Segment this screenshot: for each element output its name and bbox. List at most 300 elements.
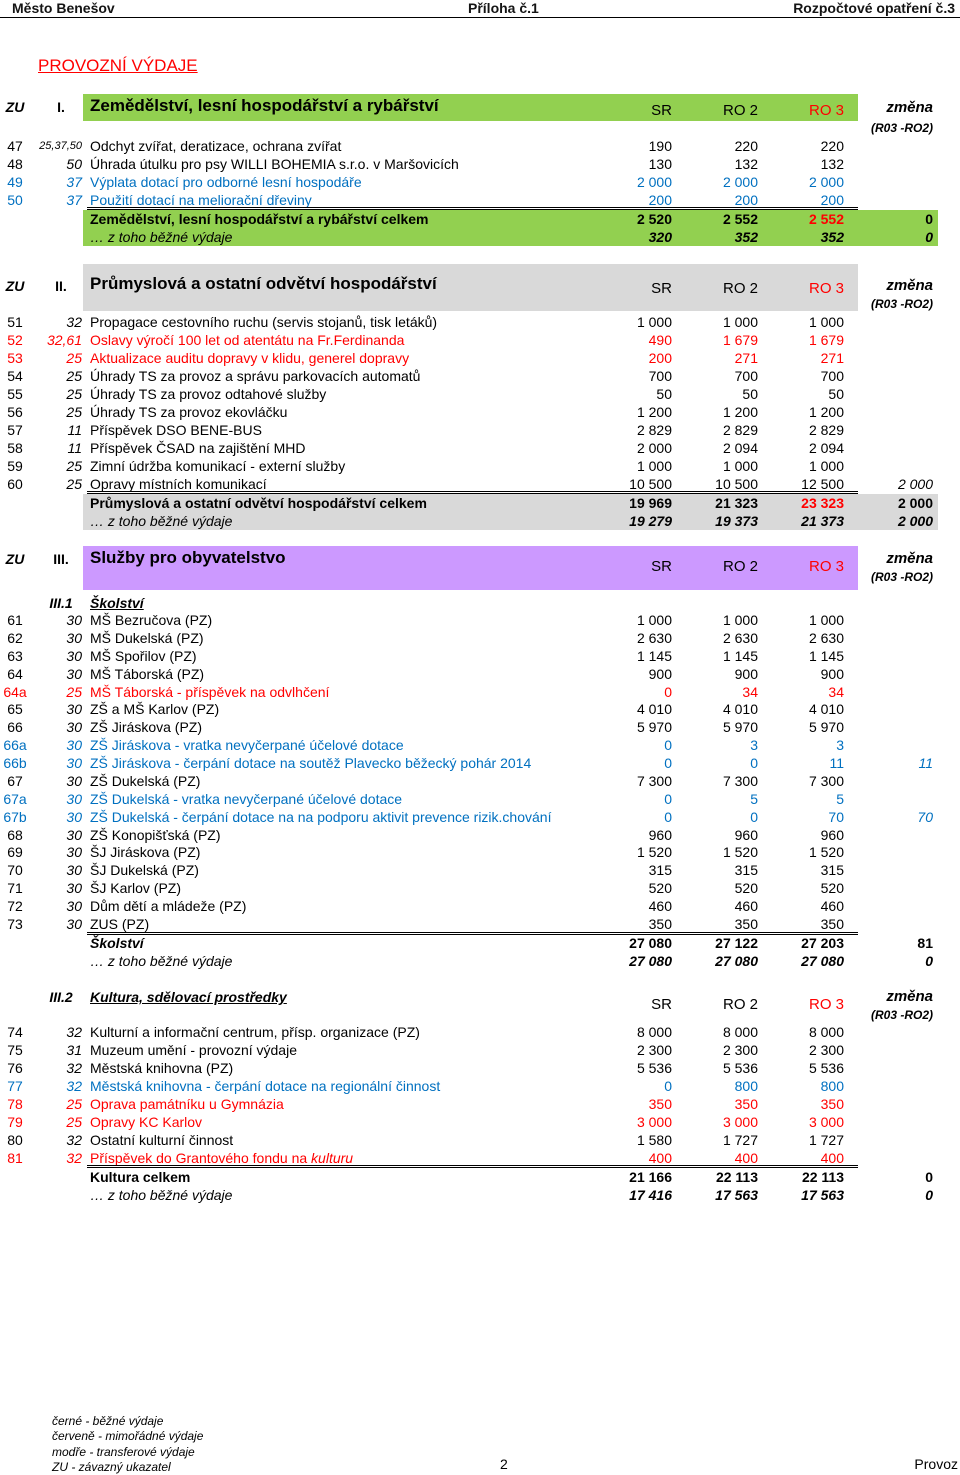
item-description [90, 173, 575, 191]
paragraph-code: 30 [66, 844, 82, 861]
paragraph-code: 32 [66, 1132, 82, 1148]
item-description [90, 1041, 575, 1059]
section-3 [0, 546, 960, 594]
sr-value: 8 000 [636, 1024, 672, 1040]
row-number: 68 [7, 826, 23, 843]
section-1 [0, 94, 960, 246]
legend-item-black: černé - běžné výdaje [52, 1414, 164, 1428]
item-description [90, 809, 575, 827]
section-title: Průmyslová a ostatní odvětví hospodářství [90, 274, 437, 293]
zu-label: ZU [5, 99, 25, 115]
item-description-text: Úhrady TS za provoz ekovláčku [90, 404, 288, 420]
paragraph-code: 30 [66, 612, 82, 628]
budget-row [0, 155, 960, 173]
ro3-value: 2 000 [808, 174, 844, 190]
paragraph-code: 30 [66, 772, 82, 789]
row-number: 67b [3, 808, 27, 825]
paragraph-code: 25 [66, 386, 82, 402]
budget-row [0, 1095, 960, 1113]
item-description-text: Oslavy výročí 100 let od atentátu na Fr.Ferdinanda [90, 332, 405, 348]
row-number: 67 [7, 772, 23, 789]
paragraph-code: 32 [66, 1150, 82, 1166]
sr-value: 350 [648, 1096, 672, 1112]
column-header-ro2: RO 2 [722, 996, 758, 1013]
ro3-value: 220 [820, 138, 844, 154]
ro2-value: 520 [734, 880, 758, 897]
sr-value: 0 [664, 737, 672, 754]
budget-row [0, 1023, 960, 1041]
column-header-change: změna [886, 99, 933, 116]
item-description [90, 773, 575, 791]
section-header [0, 94, 960, 137]
column-header-ro2: RO 2 [722, 558, 758, 575]
ro3-value: 2 630 [808, 629, 844, 646]
item-description-text: ŠJ Karlov (PZ) [90, 880, 182, 897]
ro2-value: 10 500 [715, 476, 758, 492]
ro3-value: 5 536 [808, 1060, 844, 1076]
row-number: 64a [3, 683, 27, 700]
budget-row [0, 349, 960, 367]
sr-value: 0 [664, 683, 672, 700]
sr-value: 200 [648, 350, 672, 366]
ro3-value: 3 [836, 737, 844, 754]
column-header-ro2: RO 2 [722, 280, 758, 297]
budget-row [0, 1113, 960, 1131]
column-header-ro3: RO 3 [808, 996, 844, 1013]
footer-label: Provoz [914, 1456, 958, 1472]
subsection-header [0, 594, 960, 612]
sr-value: 5 536 [636, 1060, 672, 1076]
ro3-value: 2 300 [808, 1042, 844, 1058]
change-value: 0 [925, 211, 933, 227]
column-header-change: změna [886, 277, 933, 294]
ro3-value: 5 [836, 790, 844, 807]
item-description [90, 898, 575, 916]
item-description-text: Muzeum umění - provozní výdaje [90, 1042, 297, 1058]
ro2-value: 34 [742, 683, 758, 700]
budget-row [0, 331, 960, 349]
ro2-value: 460 [734, 898, 758, 914]
ro2-value: 220 [734, 138, 758, 154]
budget-row [0, 809, 960, 827]
row-number: 65 [7, 701, 23, 718]
attachment-label: Příloha č.1 [468, 0, 539, 16]
row-number: 53 [7, 350, 23, 366]
item-description-text: MŠ Bezručova (PZ) [90, 612, 213, 628]
budget-row [0, 773, 960, 791]
paragraph-code: 30 [66, 915, 82, 932]
ro2-value: 800 [734, 1078, 758, 1094]
sr-value: 50 [656, 386, 672, 402]
ro3-value: 70 [828, 808, 844, 825]
section-header [0, 264, 960, 313]
column-header-sr: SR [651, 996, 672, 1013]
column-header-sr: SR [651, 280, 672, 297]
ro3-value: 1 000 [808, 314, 844, 330]
subsection-code: III.1 [49, 595, 73, 611]
ro3-value: 12 500 [801, 476, 844, 492]
subsection-3-2 [0, 980, 960, 1204]
current-expenses-row [0, 953, 960, 971]
paragraph-code: 11 [67, 422, 82, 438]
column-header-change-note: (R03 -RO2) [870, 570, 933, 584]
ro3-value: 132 [820, 156, 844, 172]
item-description-text: Příspěvek DSO BENE-BUS [90, 422, 262, 438]
total-row [0, 1168, 960, 1186]
ro3-value: 1 200 [808, 404, 844, 420]
budget-row [0, 403, 960, 421]
ro3-value: 11 [829, 755, 844, 771]
row-number: 81 [7, 1150, 23, 1166]
item-description-emphasis: kulturu [311, 1150, 354, 1166]
item-description-text: ZŠ Jiráskova - čerpání dotace na soutěž Plavecko běžecký pohár 2014 [90, 755, 532, 771]
budget-row [0, 755, 960, 773]
budget-row [0, 137, 960, 155]
sr-value: 1 000 [636, 612, 672, 628]
ro2-value: 2 552 [722, 211, 758, 227]
paragraph-code: 32 [66, 1060, 82, 1076]
column-header-ro3: RO 3 [808, 102, 844, 119]
item-description-text: Dům dětí a mládeže (PZ) [90, 898, 247, 914]
paragraph-code: 25 [66, 368, 82, 384]
row-number: 50 [7, 192, 23, 208]
row-number: 73 [7, 915, 23, 932]
current-expenses-row [0, 228, 960, 246]
row-number: 66a [3, 737, 27, 754]
item-description-text: Oprava památníku u Gymnázia [90, 1096, 284, 1112]
subsection-header [0, 980, 960, 1023]
color-legend [52, 1414, 203, 1475]
row-number: 64 [7, 665, 23, 682]
sr-value: 3 000 [636, 1114, 672, 1130]
budget-row [0, 612, 960, 630]
item-description-text: Výplata dotací pro odborné lesní hospodáře [90, 174, 362, 190]
sr-value: 520 [648, 880, 672, 897]
sr-value: 320 [648, 229, 672, 245]
item-description [90, 1131, 575, 1149]
total-row-label: Zemědělství, lesní hospodářství a rybářství celkem [90, 211, 429, 227]
ro3-value: 50 [828, 386, 844, 402]
sr-value: 1 000 [636, 458, 672, 474]
total-row-label: Kultura celkem [90, 1169, 191, 1185]
paragraph-code: 30 [66, 665, 82, 682]
budget-measure-title: Rozpočtové opatření č.3 [793, 0, 955, 16]
current-expenses-row [0, 1186, 960, 1204]
row-number: 78 [7, 1096, 23, 1112]
item-description-text: Použití dotací na meliorační dřeviny [90, 192, 312, 208]
ro3-value: 352 [820, 229, 844, 245]
ro2-value: 8 000 [722, 1024, 758, 1040]
change-value: 2 000 [897, 476, 933, 492]
sr-value: 27 080 [629, 952, 672, 969]
ro2-value: 17 563 [715, 1187, 758, 1203]
item-description-text: Úhrady TS za provoz a správu parkovacích automatů [90, 368, 421, 384]
paragraph-code: 32,61 [46, 332, 82, 348]
column-header-ro3: RO 3 [808, 558, 844, 575]
item-description [90, 648, 575, 666]
item-description [90, 684, 575, 702]
ro2-value: 22 113 [715, 1169, 758, 1185]
sr-value: 350 [648, 915, 672, 932]
row-number: 69 [7, 844, 23, 861]
item-description [90, 439, 575, 457]
ro2-value: 5 970 [722, 719, 758, 736]
change-value: 0 [925, 1169, 933, 1185]
sr-value: 5 970 [636, 719, 672, 736]
paragraph-code: 25 [66, 1114, 82, 1130]
ro3-value: 271 [820, 350, 844, 366]
item-description [90, 457, 575, 475]
paragraph-code: 30 [66, 880, 82, 897]
column-header-change: změna [886, 550, 933, 567]
paragraph-code: 30 [66, 862, 82, 879]
paragraph-code: 30 [66, 701, 82, 718]
row-number: 63 [7, 647, 23, 664]
sr-value: 4 010 [636, 701, 672, 718]
section-number: III. [53, 551, 69, 567]
item-description [90, 880, 575, 898]
budget-row [0, 1059, 960, 1077]
item-description-text: Propagace cestovního ruchu (servis stojanů, tisk letáků) [90, 314, 438, 330]
ro2-value: 19 373 [715, 513, 758, 529]
ro2-value: 7 300 [722, 772, 758, 789]
sr-value: 200 [648, 192, 672, 208]
sr-value: 700 [648, 368, 672, 384]
item-description [90, 421, 575, 439]
row-number: 66 [7, 719, 23, 736]
item-description-text: Odchyt zvířat, deratizace, ochrana zvířat [90, 138, 342, 154]
ro3-value: 2 094 [808, 440, 844, 456]
ro2-value: 3 000 [722, 1114, 758, 1130]
current-expenses-row-label: … z toho běžné výdaje [90, 229, 233, 245]
zu-label: ZU [5, 551, 25, 567]
row-number: 52 [7, 332, 23, 348]
paragraph-code: 25 [66, 683, 82, 700]
item-description [90, 612, 575, 630]
total-block [0, 210, 960, 246]
budget-row [0, 367, 960, 385]
ro2-value: 352 [734, 229, 758, 245]
row-number: 76 [7, 1060, 23, 1076]
total-row [0, 494, 960, 512]
total-row [0, 210, 960, 228]
sr-value: 490 [648, 332, 672, 348]
item-description-text: ZŠ a MŠ Karlov (PZ) [90, 701, 220, 718]
item-description [90, 403, 575, 421]
paragraph-code: 30 [66, 808, 82, 825]
section-number: II. [55, 278, 67, 294]
ro3-value: 200 [820, 192, 844, 208]
item-description-text: Úhrady TS za provoz odtahové služby [90, 386, 327, 402]
sr-value: 2 630 [636, 629, 672, 646]
paragraph-code: 25 [66, 350, 82, 366]
page-number: 2 [500, 1456, 508, 1472]
change-value: 11 [918, 755, 933, 771]
row-number: 61 [7, 612, 23, 628]
sr-value: 2 300 [636, 1042, 672, 1058]
item-description-text: Příspěvek do Grantového fondu na [90, 1150, 312, 1166]
ro2-value: 350 [734, 915, 758, 932]
row-number: 66b [3, 755, 27, 771]
paragraph-code: 32 [66, 1078, 82, 1094]
item-description [90, 719, 575, 737]
row-number: 54 [7, 368, 23, 384]
ro2-value: 350 [734, 1096, 758, 1112]
budget-row [0, 1131, 960, 1149]
total-row-label: Školství [90, 934, 144, 951]
ro3-value: 8 000 [808, 1024, 844, 1040]
ro2-value: 50 [742, 386, 758, 402]
sr-value: 0 [664, 755, 672, 771]
row-number: 56 [7, 404, 23, 420]
item-description [90, 137, 575, 155]
item-description [90, 666, 575, 684]
sr-value: 2 000 [636, 440, 672, 456]
ro3-value: 800 [820, 1078, 844, 1094]
sr-value: 19 279 [629, 513, 672, 529]
budget-row [0, 666, 960, 684]
column-header-sr: SR [651, 102, 672, 119]
budget-row [0, 439, 960, 457]
budget-row [0, 1041, 960, 1059]
legend-item-blue: modře - transferové výdaje [52, 1444, 195, 1459]
legend-item-zu: ZU - závazný ukazatel [52, 1459, 171, 1474]
sr-value: 1 520 [636, 844, 672, 861]
budget-row [0, 844, 960, 862]
sr-value: 21 166 [629, 1169, 672, 1185]
ro3-value: 27 203 [801, 934, 844, 951]
paragraph-code: 37 [66, 192, 82, 208]
item-description-text: Ostatní kulturní činnost [90, 1132, 234, 1148]
budget-row [0, 791, 960, 809]
ro3-value: 17 563 [801, 1187, 844, 1203]
sr-value: 900 [648, 665, 672, 682]
ro2-value: 1 520 [722, 844, 758, 861]
paragraph-code: 25 [66, 404, 82, 420]
item-description-text: ZŠ Jiráskova (PZ) [90, 719, 203, 736]
sr-value: 130 [648, 156, 672, 172]
page-header [0, 0, 960, 18]
ro3-value: 520 [820, 880, 844, 897]
column-header-ro2: RO 2 [722, 102, 758, 119]
ro3-value: 1 000 [808, 458, 844, 474]
row-number: 59 [7, 458, 23, 474]
ro2-value: 132 [734, 156, 758, 172]
paragraph-code: 30 [66, 719, 82, 736]
item-description [90, 313, 575, 331]
item-description-text: Opravy místních komunikací [90, 476, 267, 492]
ro2-value: 27 122 [715, 934, 758, 951]
ro3-value: 27 080 [801, 952, 844, 969]
ro2-value: 2 829 [722, 422, 758, 438]
item-description-text: Příspěvek ČSAD na zajištění MHD [90, 440, 306, 456]
item-description-text: Úhrada útulku pro psy WILLI BOHEMIA s.r.o. v Maršovicích [90, 156, 459, 172]
item-description-text: Městská knihovna (PZ) [90, 1060, 234, 1076]
ro3-value: 460 [820, 898, 844, 914]
section-number: I. [57, 99, 65, 115]
ro3-value: 2 552 [808, 211, 844, 227]
budget-row [0, 1077, 960, 1095]
item-description-text: MŠ Dukelská (PZ) [90, 629, 204, 646]
ro2-value: 1 679 [722, 332, 758, 348]
zu-label: ZU [5, 278, 25, 294]
budget-row [0, 313, 960, 331]
subsection-code: III.2 [49, 989, 73, 1005]
legend-item-red: červeně - mimořádné výdaje [52, 1429, 204, 1444]
sr-value: 1 145 [636, 647, 672, 664]
item-description [90, 349, 575, 367]
item-description-text: ZŠ Jiráskova - vratka nevyčerpané účelové dotace [90, 737, 404, 754]
column-header-change-note: (R03 -RO2) [870, 121, 933, 135]
paragraph-code: 50 [66, 156, 82, 172]
row-number: 79 [7, 1114, 23, 1130]
sr-value: 0 [664, 790, 672, 807]
budget-row [0, 701, 960, 719]
row-number: 77 [7, 1078, 23, 1094]
item-description [90, 630, 575, 648]
row-number: 62 [7, 629, 23, 646]
total-block [0, 935, 960, 971]
subsection-title: Školství [90, 595, 144, 611]
ro2-value: 5 536 [722, 1060, 758, 1076]
row-number: 74 [7, 1024, 23, 1040]
paragraph-code: 32 [66, 314, 82, 330]
paragraph-code: 30 [66, 898, 82, 914]
current-expenses-row [0, 512, 960, 530]
item-description [90, 331, 575, 349]
row-number: 47 [7, 138, 23, 154]
item-description [90, 1059, 575, 1077]
budget-row [0, 648, 960, 666]
item-description [90, 755, 575, 773]
paragraph-code: 30 [66, 826, 82, 843]
column-header-change: změna [886, 988, 933, 1005]
sr-value: 400 [648, 1150, 672, 1166]
item-description [90, 155, 575, 173]
ro2-value: 0 [750, 755, 758, 771]
sr-value: 460 [648, 898, 672, 914]
ro2-value: 5 [750, 790, 758, 807]
ro2-value: 21 323 [715, 495, 758, 511]
item-description [90, 737, 575, 755]
item-description [90, 1095, 575, 1113]
page-title: PROVOZNÍ VÝDAJE [38, 56, 198, 75]
total-block [0, 494, 960, 530]
item-description-text: Kulturní a informační centrum, přísp. organizace (PZ) [90, 1024, 420, 1040]
row-number: 67a [3, 790, 27, 807]
item-description-text: MŠ Táborská (PZ) [90, 665, 205, 682]
item-description-text: Opravy KC Karlov [90, 1114, 203, 1130]
row-number: 80 [7, 1132, 23, 1148]
sr-value: 960 [648, 826, 672, 843]
current-expenses-row-label: … z toho běžné výdaje [90, 1187, 233, 1203]
item-description-text: ZŠ Dukelská - vratka nevyčerpané účelové dotace [90, 790, 403, 807]
ro3-value: 315 [820, 862, 844, 879]
column-header-change-note: (R03 -RO2) [870, 1008, 933, 1022]
item-description [90, 827, 575, 845]
subsection-3-1 [0, 594, 960, 971]
ro2-value: 900 [734, 665, 758, 682]
sr-value: 17 416 [629, 1187, 672, 1203]
budget-row [0, 827, 960, 845]
ro3-value: 350 [820, 915, 844, 932]
sr-value: 2 000 [636, 174, 672, 190]
ro2-value: 2 630 [722, 629, 758, 646]
paragraph-code: 25 [66, 476, 82, 492]
change-value: 70 [917, 808, 933, 825]
ro2-value: 2 000 [722, 174, 758, 190]
row-number: 55 [7, 386, 23, 402]
